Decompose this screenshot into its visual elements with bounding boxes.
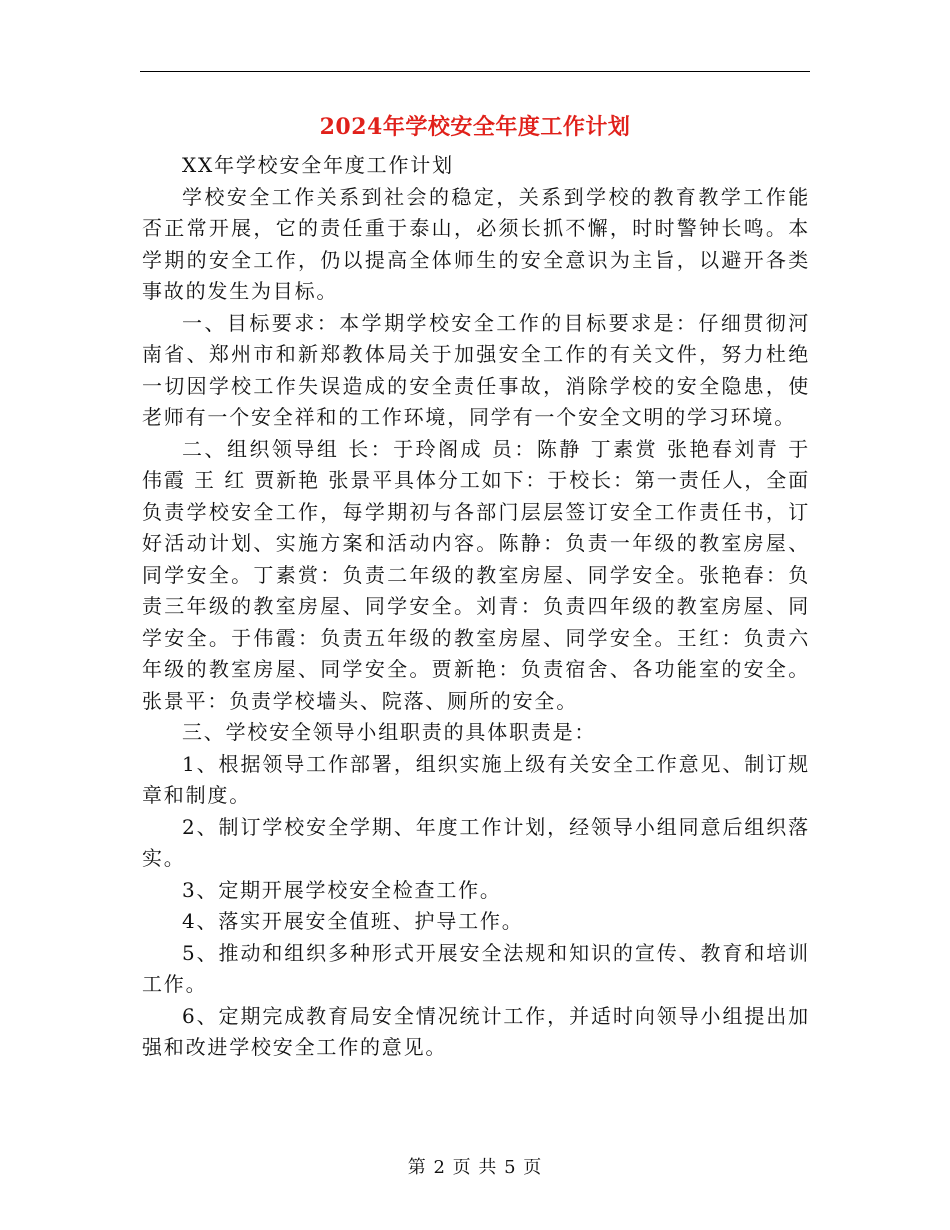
paragraph-duty-5: 5、推动和组织多种形式开展安全法规和知识的宣传、教育和培训工作。 — [142, 940, 810, 996]
paragraph-intro: 学校安全工作关系到社会的稳定，关系到学校的教育教学工作能否正常开展，它的责任重于泰山，必须长抓不懈，时时警钟长鸣。本学期的安全工作，仍以提高全体师生的安全意识为主旨，以避开各类事故的发生为目标。 — [142, 184, 810, 303]
paragraph-organization: 二、组织领导组 长：于玲阁成 员：陈静 丁素赏 张艳春刘青 于伟霞 王 红 贾新艳 张景平具体分工如下：于校长：第一责任人，全面负责学校安全工作，每学期初与各部门层层签订安全工作责任书，订好活动计划、实施方案和活动内容。陈静：负责一年级的教室房屋、同学安全。丁素赏：负责二年级的教室房屋、同学安全。张艳春：负责三年级的教室房屋、同学安全。刘青：负责四年级的教室房屋、同学安全。于伟霞：负责五年级的教室房屋、同学安全。王红：负责六年级的教室房屋、同学安全。贾新艳：负责宿舍、各功能室的安全。张景平：负责学校墙头、院落、厕所的安全。 — [142, 436, 810, 713]
paragraph-duty-6: 6、定期完成教育局安全情况统计工作，并适时向领导小组提出加强和改进学校安全工作的意见。 — [142, 1003, 810, 1059]
page-footer: 第 2 页 共 5 页 — [407, 1157, 543, 1178]
document-body — [142, 150, 810, 1064]
paragraph-subtitle: XX年学校安全年度工作计划 — [182, 153, 454, 177]
paragraph-duty-4: 4、落实开展安全值班、护导工作。 — [182, 909, 524, 933]
document-title: 2024年学校安全年度工作计划 — [319, 114, 631, 140]
header-rule — [140, 71, 810, 72]
paragraph-duty-3: 3、定期开展学校安全检查工作。 — [182, 877, 502, 902]
paragraph-duties-heading: 三、学校安全领导小组职责的具体职责是： — [182, 720, 597, 744]
paragraph-duty-1: 1、根据领导工作部署，组织实施上级有关安全工作意见、制订规章和制度。 — [142, 751, 810, 807]
paragraph-duty-2: 2、制订学校安全学期、年度工作计划，经领导小组同意后组织落实。 — [142, 814, 810, 870]
paragraph-goals: 一、目标要求：本学期学校安全工作的目标要求是：仔细贯彻河南省、郑州市和新郑教体局关于加强安全工作的有关文件，努力杜绝一切因学校工作失误造成的安全责任事故，消除学校的安全隐患，使老师有一个安全祥和的工作环境，同学有一个安全文明的学习环境。 — [142, 310, 810, 429]
